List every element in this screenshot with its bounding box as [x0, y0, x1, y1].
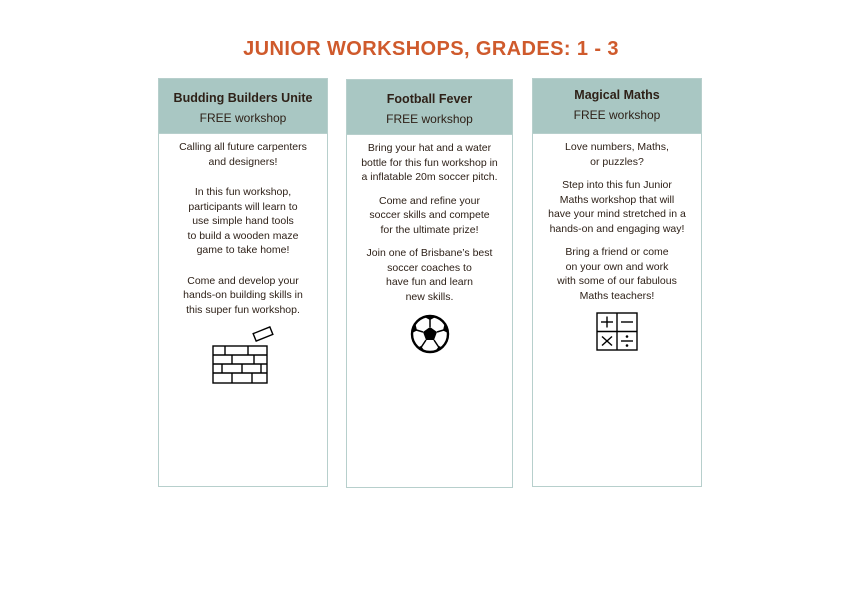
card-paragraph: Bring a friend or come on your own and work with some of our fabulous Maths teachers!: [557, 246, 677, 302]
workshop-card-maths: [532, 78, 702, 487]
workshop-card-builders: [158, 78, 328, 487]
card-paragraph: In this fun workshop, participants will learn to use simple hand tools to build a wooden maze game to take home!: [187, 186, 299, 256]
card-header: [533, 79, 701, 134]
card-title: Magical Maths: [574, 88, 660, 102]
card-title: Football Fever: [386, 92, 473, 106]
card-body: [533, 134, 701, 352]
card-body: [159, 134, 327, 386]
card-paragraph: Love numbers, Maths, or puzzles?: [565, 141, 669, 168]
calculator-symbols-icon: [596, 312, 638, 352]
card-header: [347, 80, 512, 135]
card-paragraph: Calling all future carpenters and designers!: [179, 141, 307, 168]
card-paragraph: Bring your hat and a water bottle for this fun workshop in a inflatable 20m soccer pitch.: [361, 142, 498, 183]
card-title: Budding Builders Unite: [173, 91, 313, 105]
workshop-card-football: [346, 79, 513, 488]
card-subtitle: FREE workshop: [386, 112, 473, 126]
brick-wall-icon: [208, 326, 278, 386]
card-header: [159, 79, 327, 134]
card-body: [347, 135, 512, 354]
card-subtitle: FREE workshop: [573, 108, 661, 122]
card-paragraph: Come and develop your hands-on building skills in this super fun workshop.: [183, 274, 303, 316]
card-paragraph: Join one of Brisbane’s best soccer coaches to have fun and learn new skills.: [366, 247, 493, 303]
card-paragraph: Step into this fun Junior Maths workshop that will have your mind stretched in a hands-on and engaging way!: [548, 179, 686, 235]
card-subtitle: FREE workshop: [199, 111, 287, 125]
card-paragraph: Come and refine your soccer skills and compete for the ultimate prize!: [369, 194, 490, 236]
page-title: JUNIOR WORKSHOPS, GRADES: 1 - 3: [243, 38, 619, 60]
soccer-ball-icon: [410, 314, 450, 354]
